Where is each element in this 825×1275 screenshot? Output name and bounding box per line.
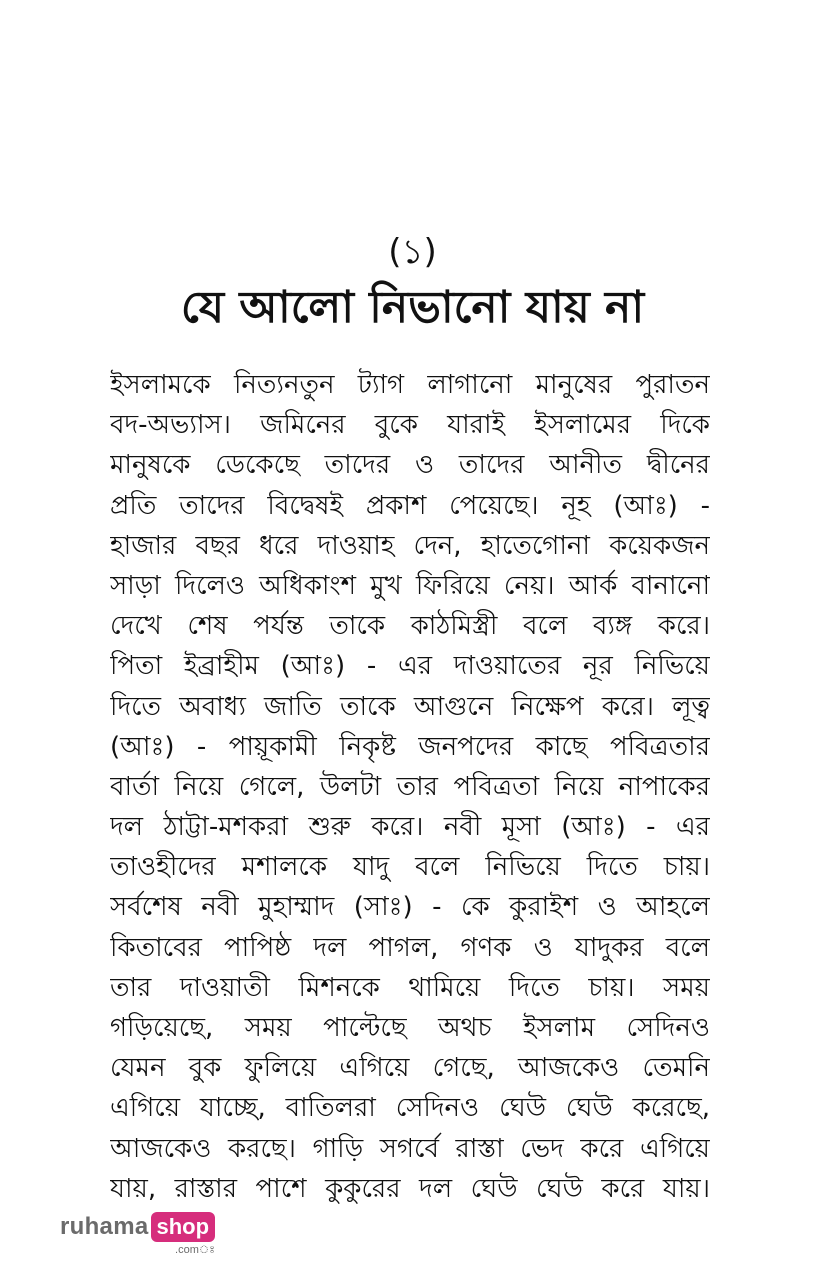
chapter-title: যে আলো নিভানো যায় না [180,282,645,333]
text-line: তার দাওয়াতী মিশনকে থামিয়ে দিতে চায়। সময় [110,972,710,1003]
text-line: দল ঠাট্টা-মশকরা শুরু করে। নবী মূসা (আঃ) - এর [110,812,710,843]
text-line: তাওহীদের মশালকে যাদু বলে নিভিয়ে দিতে চায়। [110,852,710,883]
watermark-domain-text: .comঃ [175,1244,216,1256]
chapter-number: (১) [388,232,437,272]
watermark-shop-badge [151,1212,216,1257]
text-line: বার্তা নিয়ে গেলে, উলটা তার পবিত্রতা নিয়ে নাপাকের [110,771,710,802]
text-line: প্রতি তাদের বিদ্বেষই প্রকাশ পেয়েছে। নূহ (আঃ) - [110,490,710,521]
text-line: গড়িয়েছে, সময় পাল্টেছে অথচ ইসলাম সেদিনও [110,1013,710,1043]
body-text [110,365,710,1209]
watermark-left-text: ruhama [60,1213,149,1240]
text-line: দিতে অবাধ্য জাতি তাকে আগুনে নিক্ষেপ করে। লূত্ব [110,691,710,722]
text-line: মানুষকে ডেকেছে তাদের ও তাদের আনীত দ্বীনের [110,450,710,481]
text-line: পিতা ইব্রাহীম (আঃ) - এর দাওয়াতের নূর নিভিয়ে [110,651,710,682]
text-line: এগিয়ে যাচ্ছে, বাতিলরা সেদিনও ঘেউ ঘেউ করেছে, [110,1093,710,1124]
text-line: ইসলামকে নিত্যনতুন ট্যাগ লাগানো মানুষের পুরাতন [110,370,710,400]
text-line: বদ-অভ্যাস। জমিনের বুকে যারাই ইসলামের দিকে [110,410,710,441]
text-line: কিতাবের পাপিষ্ঠ দল পাগল, গণক ও যাদুকর বলে [110,932,710,963]
text-line: যেমন বুক ফুলিয়ে এগিয়ে গেছে, আজকেও তেমনি [110,1053,710,1084]
text-line: সাড়া দিলেও অধিকাংশ মুখ ফিরিয়ে নেয়। আর্ক বানানো [110,570,710,601]
text-line: আজকেও করছে। গাড়ি সগর্বে রাস্তা ভেদ করে এগিয়ে [110,1133,710,1164]
watermark-shop-text: shop [151,1212,216,1242]
text-line: দেখে শেষ পর্যন্ত তাকে কাঠমিস্ত্রী বলে ব্যঙ্গ করে। [110,611,710,642]
watermark-logo [60,1212,215,1260]
text-line: (আঃ) - পায়ূকামী নিকৃষ্ট জনপদের কাছে পবিত্রতার [110,731,710,762]
text-line: সর্বশেষ নবী মুহাম্মাদ (সাঃ) - কে কুরাইশ ও আহলে [110,892,710,923]
text-line: যায়, রাস্তার পাশে কুকুরের দল ঘেউ ঘেউ করে যায়। [110,1173,710,1204]
text-line: হাজার বছর ধরে দাওয়াহ দেন, হাতেগোনা কয়েকজন [110,530,710,561]
